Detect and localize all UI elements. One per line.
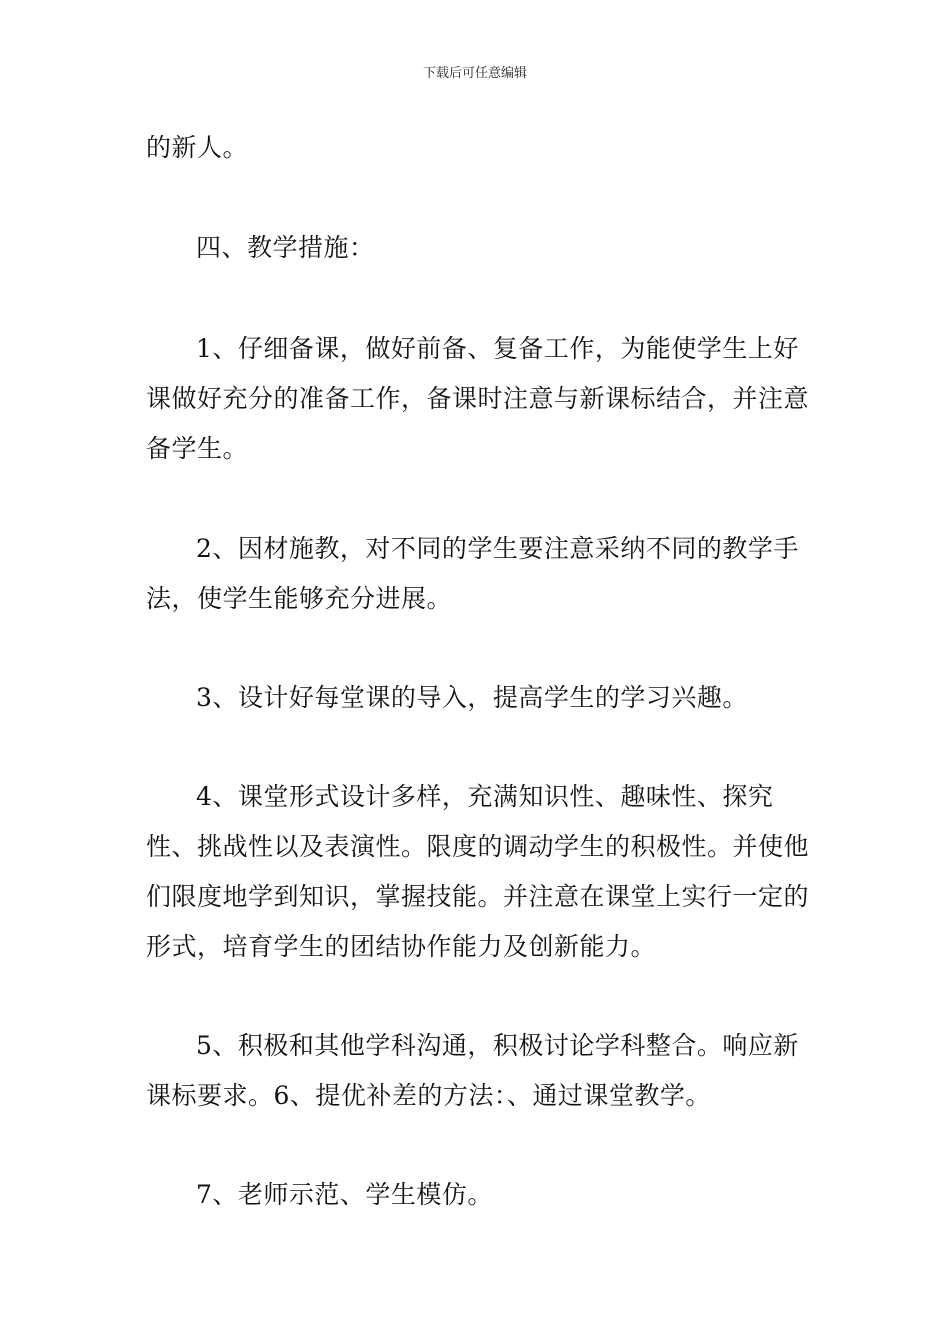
paragraph-item-4: 4、课堂形式设计多样，充满知识性、趣味性、探究性、挑战性以及表演性。限度的调动学生的积极性。并使他们限度地学到知识，掌握技能。并注意在课堂上实行一定的形式，培育学生的团结协作能力及创新能力。 (146, 782, 810, 961)
section-heading-teaching-measures: 四、教学措施： (196, 233, 375, 262)
paragraph-item-5-6: 5、积极和其他学科沟通，积极讨论学科整合。响应新课标要求。6、提优补差的方法：、通过课堂教学。 (146, 1031, 799, 1110)
paragraph-item-1: 1、仔细备课，做好前备、复备工作，为能使学生上好课做好充分的准备工作，备课时注意与新课标结合，并注意备学生。 (146, 334, 810, 463)
paragraph-item-2: 2、因材施教，对不同的学生要注意采纳不同的教学手法，使学生能够充分进展。 (146, 534, 799, 613)
paragraph-item-7: 7、老师示范、学生模仿。 (196, 1180, 493, 1209)
page-header-note: 下载后可任意编辑 (422, 66, 527, 81)
paragraph-continuation: 的新人。 (146, 133, 249, 162)
paragraph-item-3: 3、设计好每堂课的导入，提高学生的学习兴趣。 (196, 683, 748, 712)
